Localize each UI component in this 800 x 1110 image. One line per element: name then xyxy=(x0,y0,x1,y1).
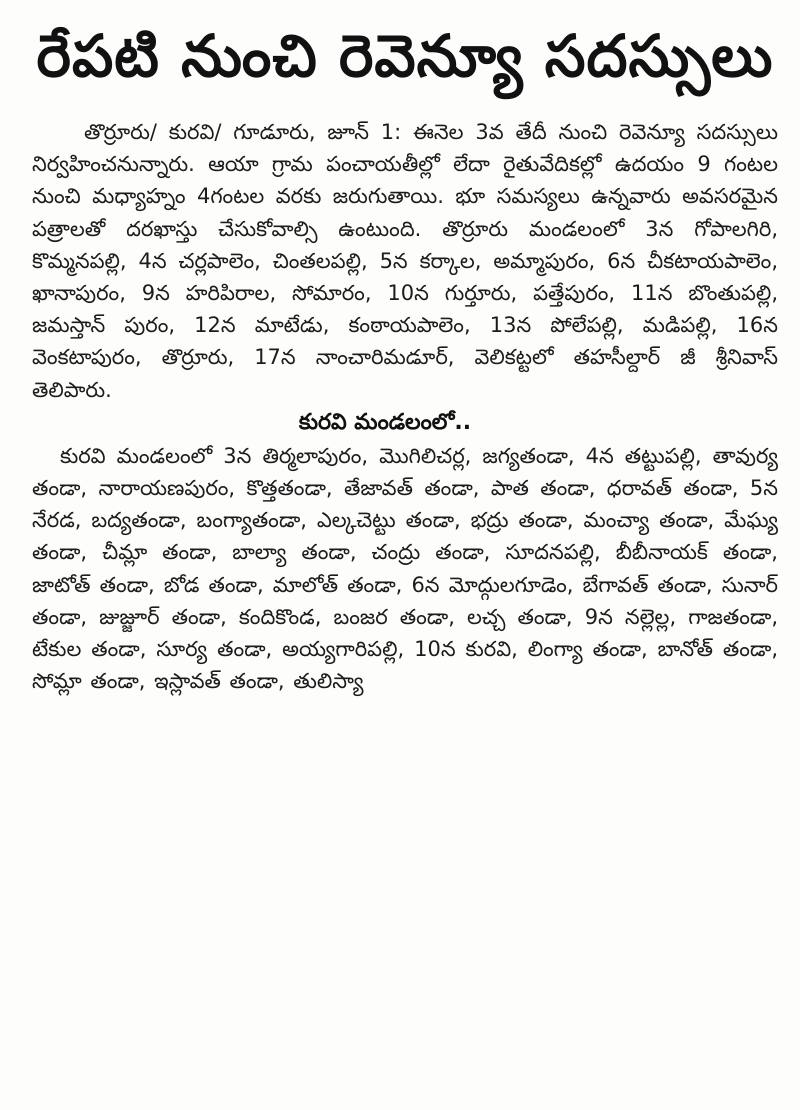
article-subheading-kuravi: కురవి మండలంలో.. xyxy=(298,409,472,435)
article-paragraph-kuravi: కురవి మండలంలో 3న తిర్మలాపురం, మొగిలిచర్ల, జగ్యతండా, 4న తట్టుపల్లి, తావుర్య తండా, నారాయణపురం, కొత్తతండా, తేజావత్ తండా, పాత తండా, ధరావత్ తండా, 5న నేరడ, బద్యతండా, బంగ్యాతండా, ఎల్కచెట్టు తండా, భద్రు తండా, మంచ్యా తండా, మేఘ్య తండా, చీమ్లా తండా, బాల్యా తండా, చంద్రు తండా, సూదనపల్లి, బీబీనాయక్ తండా, జాటోత్ తండా, బోడ తండా, మాలోత్ తండా, 6న మోద్గులగూడెం, బేగావత్ తండా, సునార్ తండా, జుజ్జూర్ తండా, కందికొండ, బంజర తండా, లచ్చ తండా, 9న నల్లెల్ల, గాజతండా, టేకుల తండా, సూర్య తండా, అయ్యగారిపల్లి, 10న కురవి, లింగ్యా తండా, బానోత్ తండా, సోమ్లా తండా, ఇస్లావత్ తండా, తులిస్యా xyxy=(32,443,778,694)
article-paragraph-thorrur: తొర్రూరు/ కురవి/ గూడూరు, జూన్ 1: ఈనెల 3వ తేదీ నుంచి రెవెన్యూ సదస్సులు నిర్వహించనున్నారు. ఆయా గ్రామ పంచాయతీల్లో లేదా రైతువేదికల్లో ఉదయం 9 గంటల నుంచి మధ్యాహ్నం 4గంటల వరకు జరుగుతాయి. భూ సమస్యలు ఉన్నవారు అవసరమైన పత్రాలతో దరఖాస్తు చేసుకోవాల్సి ఉంటుంది. తొర్రూరు మండలంలో 3న గోపాలగిరి, కొమ్మనపల్లి, 4న చర్లపాలెం, చింతలపల్లి, 5న కర్కాల, అమ్మాపురం, 6న చీకటాయపాలెం, ఖానాపురం, 9న హరిపిరాల, సోమారం, 10న గుర్తూరు, పత్తేపురం, 11న బొంతుపల్లి, జమస్తాన్ పురం, 12న మాటేడు, కంఠాయపాలెం, 13న పోలేపల్లి, మడిపల్లి, 16న వెంకటాపురం, తొర్రూరు, 17న నాంచారిమడూర్, వెలికట్టలో తహసీల్దార్ జీ శ్రీనివాస్ తెలిపారు. xyxy=(32,120,778,402)
article-headline: రేపటి నుంచి రెవెన్యూ సదస్సులు xyxy=(36,22,774,90)
